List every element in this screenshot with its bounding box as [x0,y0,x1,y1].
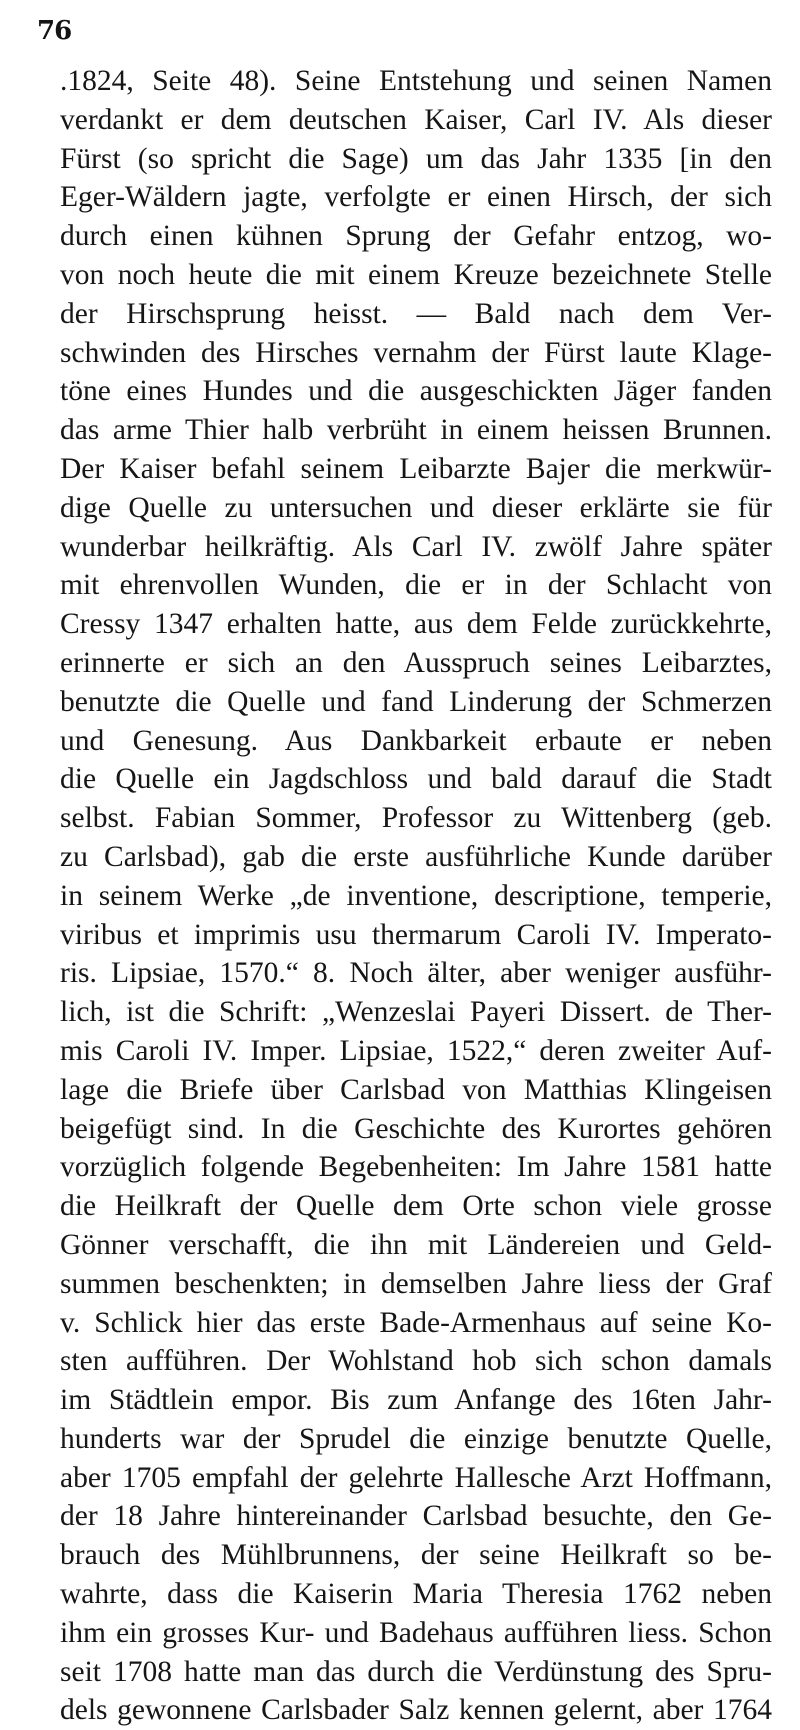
text-line: Gönner verschafft, die ihn mit Ländereien und Geld- [60,1228,772,1261]
text-line: .1824, Seite 48). Seine Entstehung und seinen Namen [60,65,772,97]
text-line: töne eines Hundes und die ausgeschickten Jäger fanden [60,375,772,408]
text-line: zu Carlsbad), gab die erste ausführliche Kunde darüber [60,840,772,873]
text-line: selbst. Fabian Sommer, Professor zu Wittenberg (geb. [60,802,772,835]
page-number: 76 [37,16,72,46]
text-line: die Quelle ein Jagdschloss und bald darauf die Stadt [60,763,772,796]
text-line: die Heilkraft der Quelle dem Orte schon viele grosse [60,1190,772,1223]
text-line: v. Schlick hier das erste Bade-Armenhaus auf seine Ko- [60,1306,772,1339]
text-line: Cressy 1347 erhalten hatte, aus dem Felde zurückkehrte, [60,608,772,641]
text-line: im Städtlein empor. Bis zum Anfange des 16ten Jahr- [60,1384,772,1417]
text-line: Eger-Wäldern jagte, verfolgte er einen Hirsch, der sich [60,181,772,214]
text-line: summen beschenkten; in demselben Jahre liess der Graf [60,1267,772,1300]
text-line: der 18 Jahre hintereinander Carlsbad besuchte, den Ge- [60,1500,772,1533]
text-line: aber 1705 empfahl der gelehrte Hallesche Arzt Hoffmann, [60,1461,772,1494]
body-text [60,62,772,1730]
text-line: hunderts war der Sprudel die einzige benutzte Quelle, [60,1422,772,1455]
text-line: durch einen kühnen Sprung der Gefahr entzog, wo- [60,220,772,253]
text-line: wahrte, dass die Kaiserin Maria Theresia 1762 neben [60,1578,772,1611]
text-line: sten aufführen. Der Wohlstand hob sich schon damals [60,1345,772,1378]
text-line: ris. Lipsiae, 1570.“ 8. Noch älter, aber weniger ausführ- [60,957,772,990]
text-line: brauch des Mühlbrunnens, der seine Heilkraft so be- [60,1539,772,1572]
text-line: und Genesung. Aus Dankbarkeit erbaute er neben [60,724,772,757]
text-line: ihm ein grosses Kur- und Badehaus aufführen liess. Schon [60,1616,772,1649]
text-line: Der Kaiser befahl seinem Leibarzte Bajer die merkwür- [60,452,772,485]
text-line: benutzte die Quelle und fand Linderung der Schmerzen [60,685,772,718]
text-line: in seinem Werke „de inventione, descriptione, temperie, [60,879,772,912]
text-line: vorzüglich folgende Begebenheiten: Im Jahre 1581 hatte [60,1151,772,1184]
text-line: seit 1708 hatte man das durch die Verdünstung des Spru- [60,1655,772,1688]
text-line: viribus et imprimis usu thermarum Caroli IV. Imperato- [60,918,772,951]
text-line: schwinden des Hirsches vernahm der Fürst laute Klage- [60,336,772,369]
text-line: mit ehrenvollen Wunden, die er in der Schlacht von [60,569,772,602]
text-line: erinnerte er sich an den Ausspruch seines Leibarztes, [60,646,772,679]
text-line: lage die Briefe über Carlsbad von Matthias Klingeisen [60,1073,772,1106]
text-line: beigefügt sind. In die Geschichte des Kurortes gehören [60,1112,772,1145]
text-line: mis Caroli IV. Imper. Lipsiae, 1522,“ deren zweiter Auf- [60,1034,772,1067]
text-line: der Hirschsprung heisst. — Bald nach dem Ver- [60,297,772,330]
text-line: das arme Thier halb verbrüht in einem heissen Brunnen. [60,414,772,447]
text-line: lich, ist die Schrift: „Wenzeslai Payeri Dissert. de Ther- [60,996,772,1029]
text-line: von noch heute die mit einem Kreuze bezeichnete Stelle [60,258,772,291]
text-line: verdankt er dem deutschen Kaiser, Carl IV. Als dieser [60,103,772,136]
text-line: dige Quelle zu untersuchen und dieser erklärte sie für [60,491,772,524]
text-line: wunderbar heilkräftig. Als Carl IV. zwölf Jahre später [60,530,772,563]
text-line: dels gewonnene Carlsbader Salz kennen gelernt, aber 1764 [60,1694,772,1727]
text-line: Fürst (so spricht die Sage) um das Jahr 1335 [in den [60,142,772,175]
